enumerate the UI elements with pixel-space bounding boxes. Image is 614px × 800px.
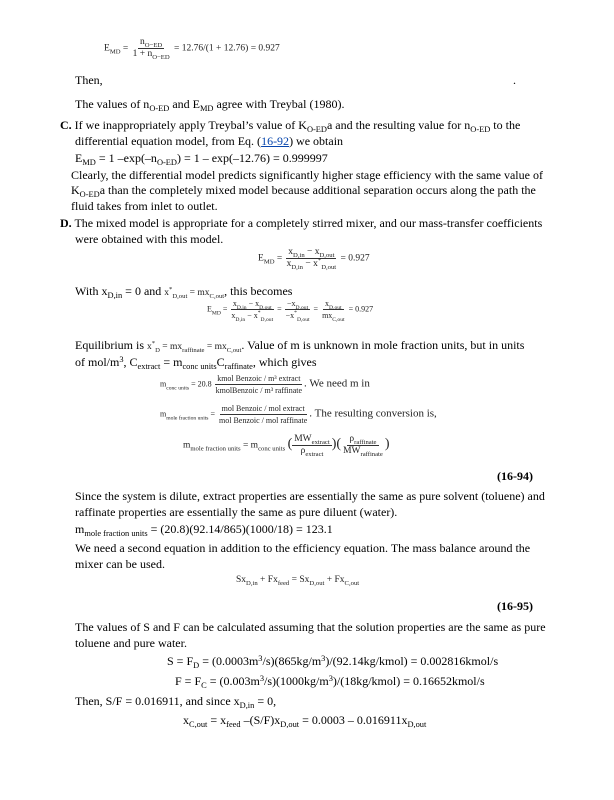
m-mole-fraction-equation: $m_{mole fraction units}$ = $\frac{\text{mol Benzoic / mol extract}}{\text{mol Benzoic / mol raffinate}}$ . The resulting conversion is,	[160, 404, 437, 425]
equilibrium-line1: Equilibrium is $x^*_D = mx_{raffinate} = mx_{C,out}$. Value of m is unknown in mole fraction units, but in units	[75, 338, 525, 354]
emd-equation-1: $E_{MD}$ = $\frac{x_{D,in} - x_{D,out}}{x_{D,in} - x^*_{D,out}}$ = 0.927	[258, 247, 370, 271]
eq-16-92-link[interactable]: 16-92	[261, 134, 290, 148]
conversion-equation: $m_{mole fraction units} = m_{conc units}$ ( $\frac{MW_{extract}}{\rho_{extract}}$ )( $\frac{\rho_{raffinate}}{MW_{raffinate}}$ )	[183, 434, 390, 458]
equation-number-16-95: (16-95)	[497, 599, 533, 613]
part-c-label: C.	[60, 118, 72, 132]
ratio-line: Then, S/F = 0.016911, and since $x_{D,in} = 0$,	[75, 694, 277, 710]
clearly-line1: Clearly, the differential model predicts significantly higher stage efficiency with the same value of	[71, 168, 543, 182]
sentence-period: .	[513, 73, 516, 87]
solvent-flow-equation: $S = F_D$ = $(0.0003m^3/s)(865kg/m^3)/(92.14kg/kmol)$ = 0.002816kmol/s	[167, 654, 499, 670]
then-label: Then,	[75, 73, 103, 87]
emd-mixed-equation: $E_{MD}$ = $\frac{n_{O-ED}}{1 + n_{O-ED}}$ = 12.76/(1 + 12.76) = 0.927	[104, 37, 280, 61]
m-conc-units-equation: $m_{conc units} = 20.8$ $\frac{\text{kmol Benzoic / m³ extract}}{\text{kmolBenzoic / m³ raffinate}}$ . We need m in	[160, 374, 370, 395]
differential-efficiency-equation: $E_{MD} = 1$ $-\exp(-n_{O-ED}) = 1 - \exp(-12.76) = 0.999997$	[75, 151, 328, 167]
final-relation-equation: $x_{C,out} = x_{feed}$ $-(S/F)x_{D,out} = 0.0003 - 0.016911x_{D,out}$	[183, 713, 427, 729]
part-d-line1: D. The mixed model is appropriate for a completely stirred mixer, and our mass-transfer coefficients	[60, 216, 543, 230]
equilibrium-line2: of mol/$m^3$, $C_{extract} = m_{conc units}C_{raffinate}$, which gives	[75, 355, 317, 371]
flows-line2: toluene and pure water.	[75, 636, 187, 650]
agree-sentence: The values of $n_{O-ED}$ and $E_{MD}$ agree with Treybal (1980).	[75, 97, 345, 113]
with-xdin-line: With $x_{D,in} = 0$ and $x^*_{D,out} = mx_{C,out}$, this becomes	[75, 284, 293, 300]
need-second-eq-line2: mixer can be used.	[75, 557, 165, 571]
dilute-line2: raffinate properties are essentially the same as pure diluent (water).	[75, 505, 398, 519]
equation-number-16-94: (16-94)	[497, 469, 533, 483]
part-c-paragraph: C. If we inappropriately apply Treybal’s value of $K_{O-ED}a$ and the resulting value for $n_{O-ED}$ to the	[60, 118, 521, 134]
clearly-line2: $K_{O-ED}a$ than the completely mixed model because additional separation occurs along the path the	[71, 183, 536, 199]
clearly-line3: fluid takes from inlet to outlet.	[71, 199, 218, 213]
need-second-eq-line1: We need a second equation in addition to the efficiency equation. The mass balance around the	[75, 541, 531, 555]
part-d-label: D.	[60, 216, 72, 230]
part-d-line2: were obtained with this model.	[75, 232, 224, 246]
emd-equation-2: $E_{MD}$ = $\frac{x_{D,in} - x_{D,out}}{x_{D,in} - x^*_{D,out}}$ = $\frac{-x_{D,out}}{-x^*_{D,out}}$ = $\frac{x_{D,out}}{mx_{C,out}}$ = 0.927	[207, 299, 374, 323]
flows-line1: The values of S and F can be calculated assuming that the solution properties are the same as pure	[75, 620, 546, 634]
m-mole-fraction-value: $m_{mole fraction units} = (20.8)(92.14/865)(1000/18) = 123.1$	[75, 522, 333, 538]
part-c-line2: differential equation model, from Eq. (16-92) we obtain	[75, 134, 344, 148]
feed-flow-equation: $F = F_C$ = $(0.003m^3/s)(1000kg/m^3)/(18kg/kmol)$ = 0.16652kmol/s	[175, 674, 485, 690]
dilute-line1: Since the system is dilute, extract properties are essentially the same as pure solvent (toluene) and	[75, 489, 545, 503]
mass-balance-equation: $Sx_{D,in} + Fx_{feed} = Sx_{D,out} + Fx_{C,out}$	[236, 575, 360, 587]
